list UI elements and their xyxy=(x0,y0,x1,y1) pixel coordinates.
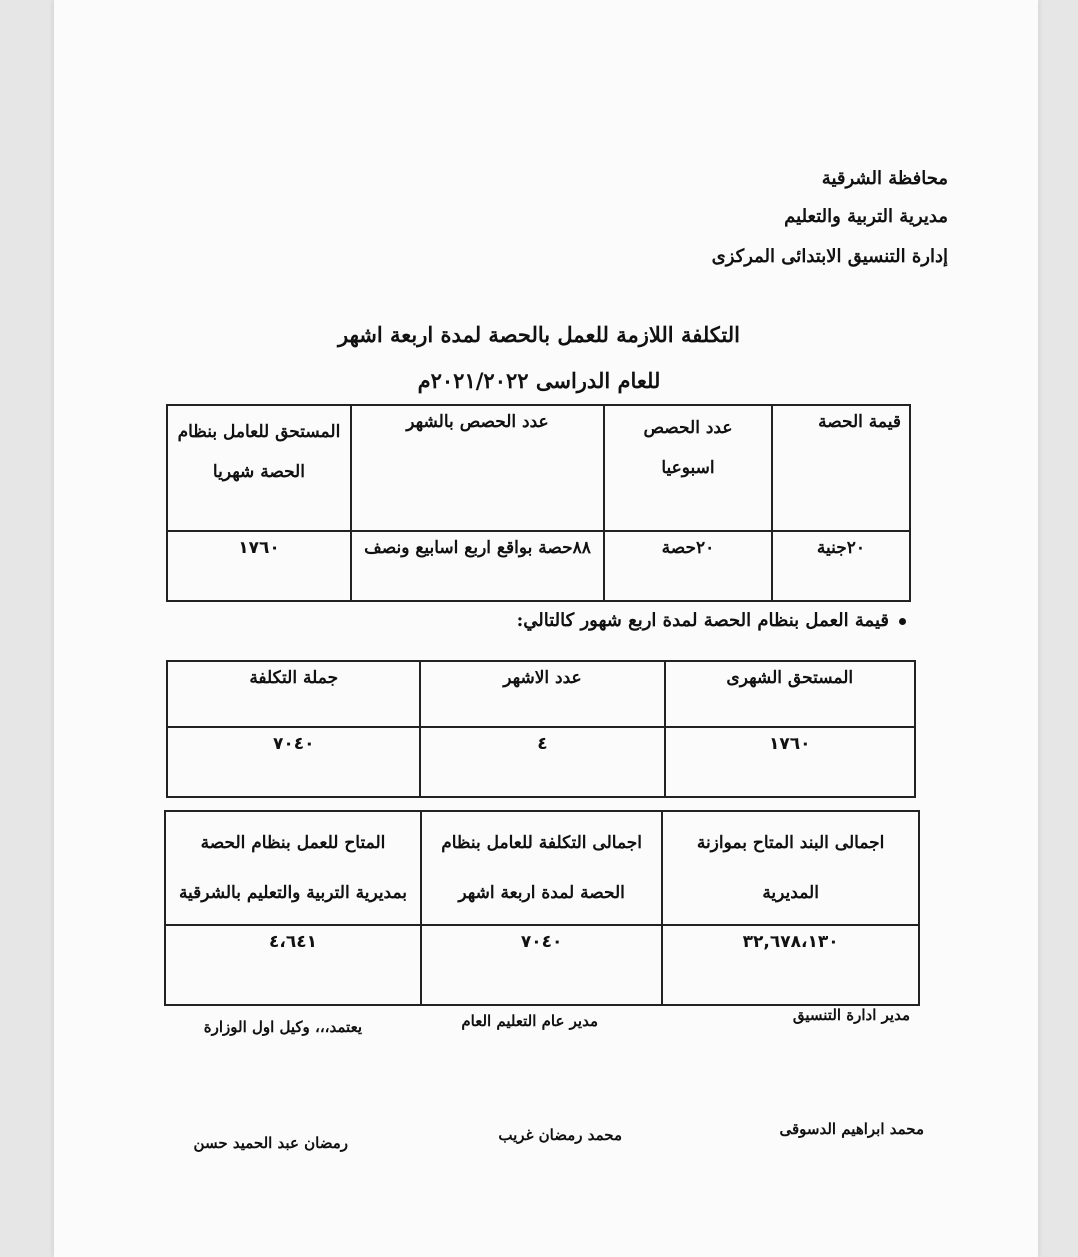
document-subtitle: للعام الدراسى ٢٠٢١/٢٠٢٢م xyxy=(417,368,661,393)
table1-header-weekly-sessions: عدد الحصص اسبوعيا xyxy=(604,405,772,531)
budget-availability-table xyxy=(164,810,920,1006)
table1-cell-weekly-sessions: ٢٠حصة xyxy=(604,531,772,601)
table2-cell-total-cost: ٧٠٤٠ xyxy=(167,727,420,797)
table1-header-monthly-sessions: عدد الحصص بالشهر xyxy=(351,405,604,531)
document-title: التكلفة اللازمة للعمل بالحصة لمدة اربعة اشهر xyxy=(338,322,740,347)
bullet-text: قيمة العمل بنظام الحصة لمدة اربع شهور كالتالي: xyxy=(516,610,889,631)
four-month-cost-table xyxy=(166,660,916,798)
table2-cell-monthly-entitlement: ١٧٦٠ xyxy=(665,727,915,797)
table1-cell-session-value: ٢٠جنية xyxy=(772,531,910,601)
table1-header-session-value: قيمة الحصة xyxy=(772,405,910,531)
session-cost-table xyxy=(166,404,911,602)
table3-header-available: المتاح للعمل بنظام الحصة بمديرية التربية والتعليم بالشرقية xyxy=(165,811,421,925)
signature-title-coordination-director: مدير ادارة التنسيق xyxy=(792,1006,910,1024)
signature-title-undersecretary: يعتمد،،، وكيل اول الوزارة xyxy=(203,1018,362,1036)
table3-cell-total-budget: ٣٢,٦٧٨،١٣٠ xyxy=(662,925,919,1005)
signature-title-general-director: مدير عام التعليم العام xyxy=(461,1012,598,1030)
table1-header-monthly-entitlement: المستحق للعامل بنظام الحصة شهريا xyxy=(167,405,351,531)
table3-cell-available: ٤،٦٤١ xyxy=(165,925,421,1005)
table1-cell-monthly-sessions: ٨٨حصة بواقع اربع اسابيع ونصف xyxy=(351,531,604,601)
directorate-name: مديرية التربية والتعليم xyxy=(784,206,948,227)
table2-cell-months-count: ٤ xyxy=(420,727,664,797)
governorate-name: محافظة الشرقية xyxy=(821,168,948,189)
signature-name-coordination-director: محمد ابراهيم الدسوقى xyxy=(779,1120,924,1138)
signature-name-general-director: محمد رمضان غريب xyxy=(498,1126,622,1144)
table3-cell-total-cost: ٧٠٤٠ xyxy=(421,925,662,1005)
table1-cell-monthly-entitlement: ١٧٦٠ xyxy=(167,531,351,601)
table3-header-total-budget: اجمالى البند المتاح بموازنة المديرية xyxy=(662,811,919,925)
table2-header-monthly-entitlement: المستحق الشهرى xyxy=(665,661,915,727)
table2-header-total-cost: جملة التكلفة xyxy=(167,661,420,727)
bullet-line xyxy=(517,610,906,631)
signature-name-undersecretary: رمضان عبد الحميد حسن xyxy=(193,1134,348,1152)
department-name: إدارة التنسيق الابتدائى المركزى xyxy=(711,246,948,267)
bullet-icon xyxy=(899,618,906,625)
table2-header-months-count: عدد الاشهر xyxy=(420,661,664,727)
table3-header-total-cost: اجمالى التكلفة للعامل بنظام الحصة لمدة اربعة اشهر xyxy=(421,811,662,925)
